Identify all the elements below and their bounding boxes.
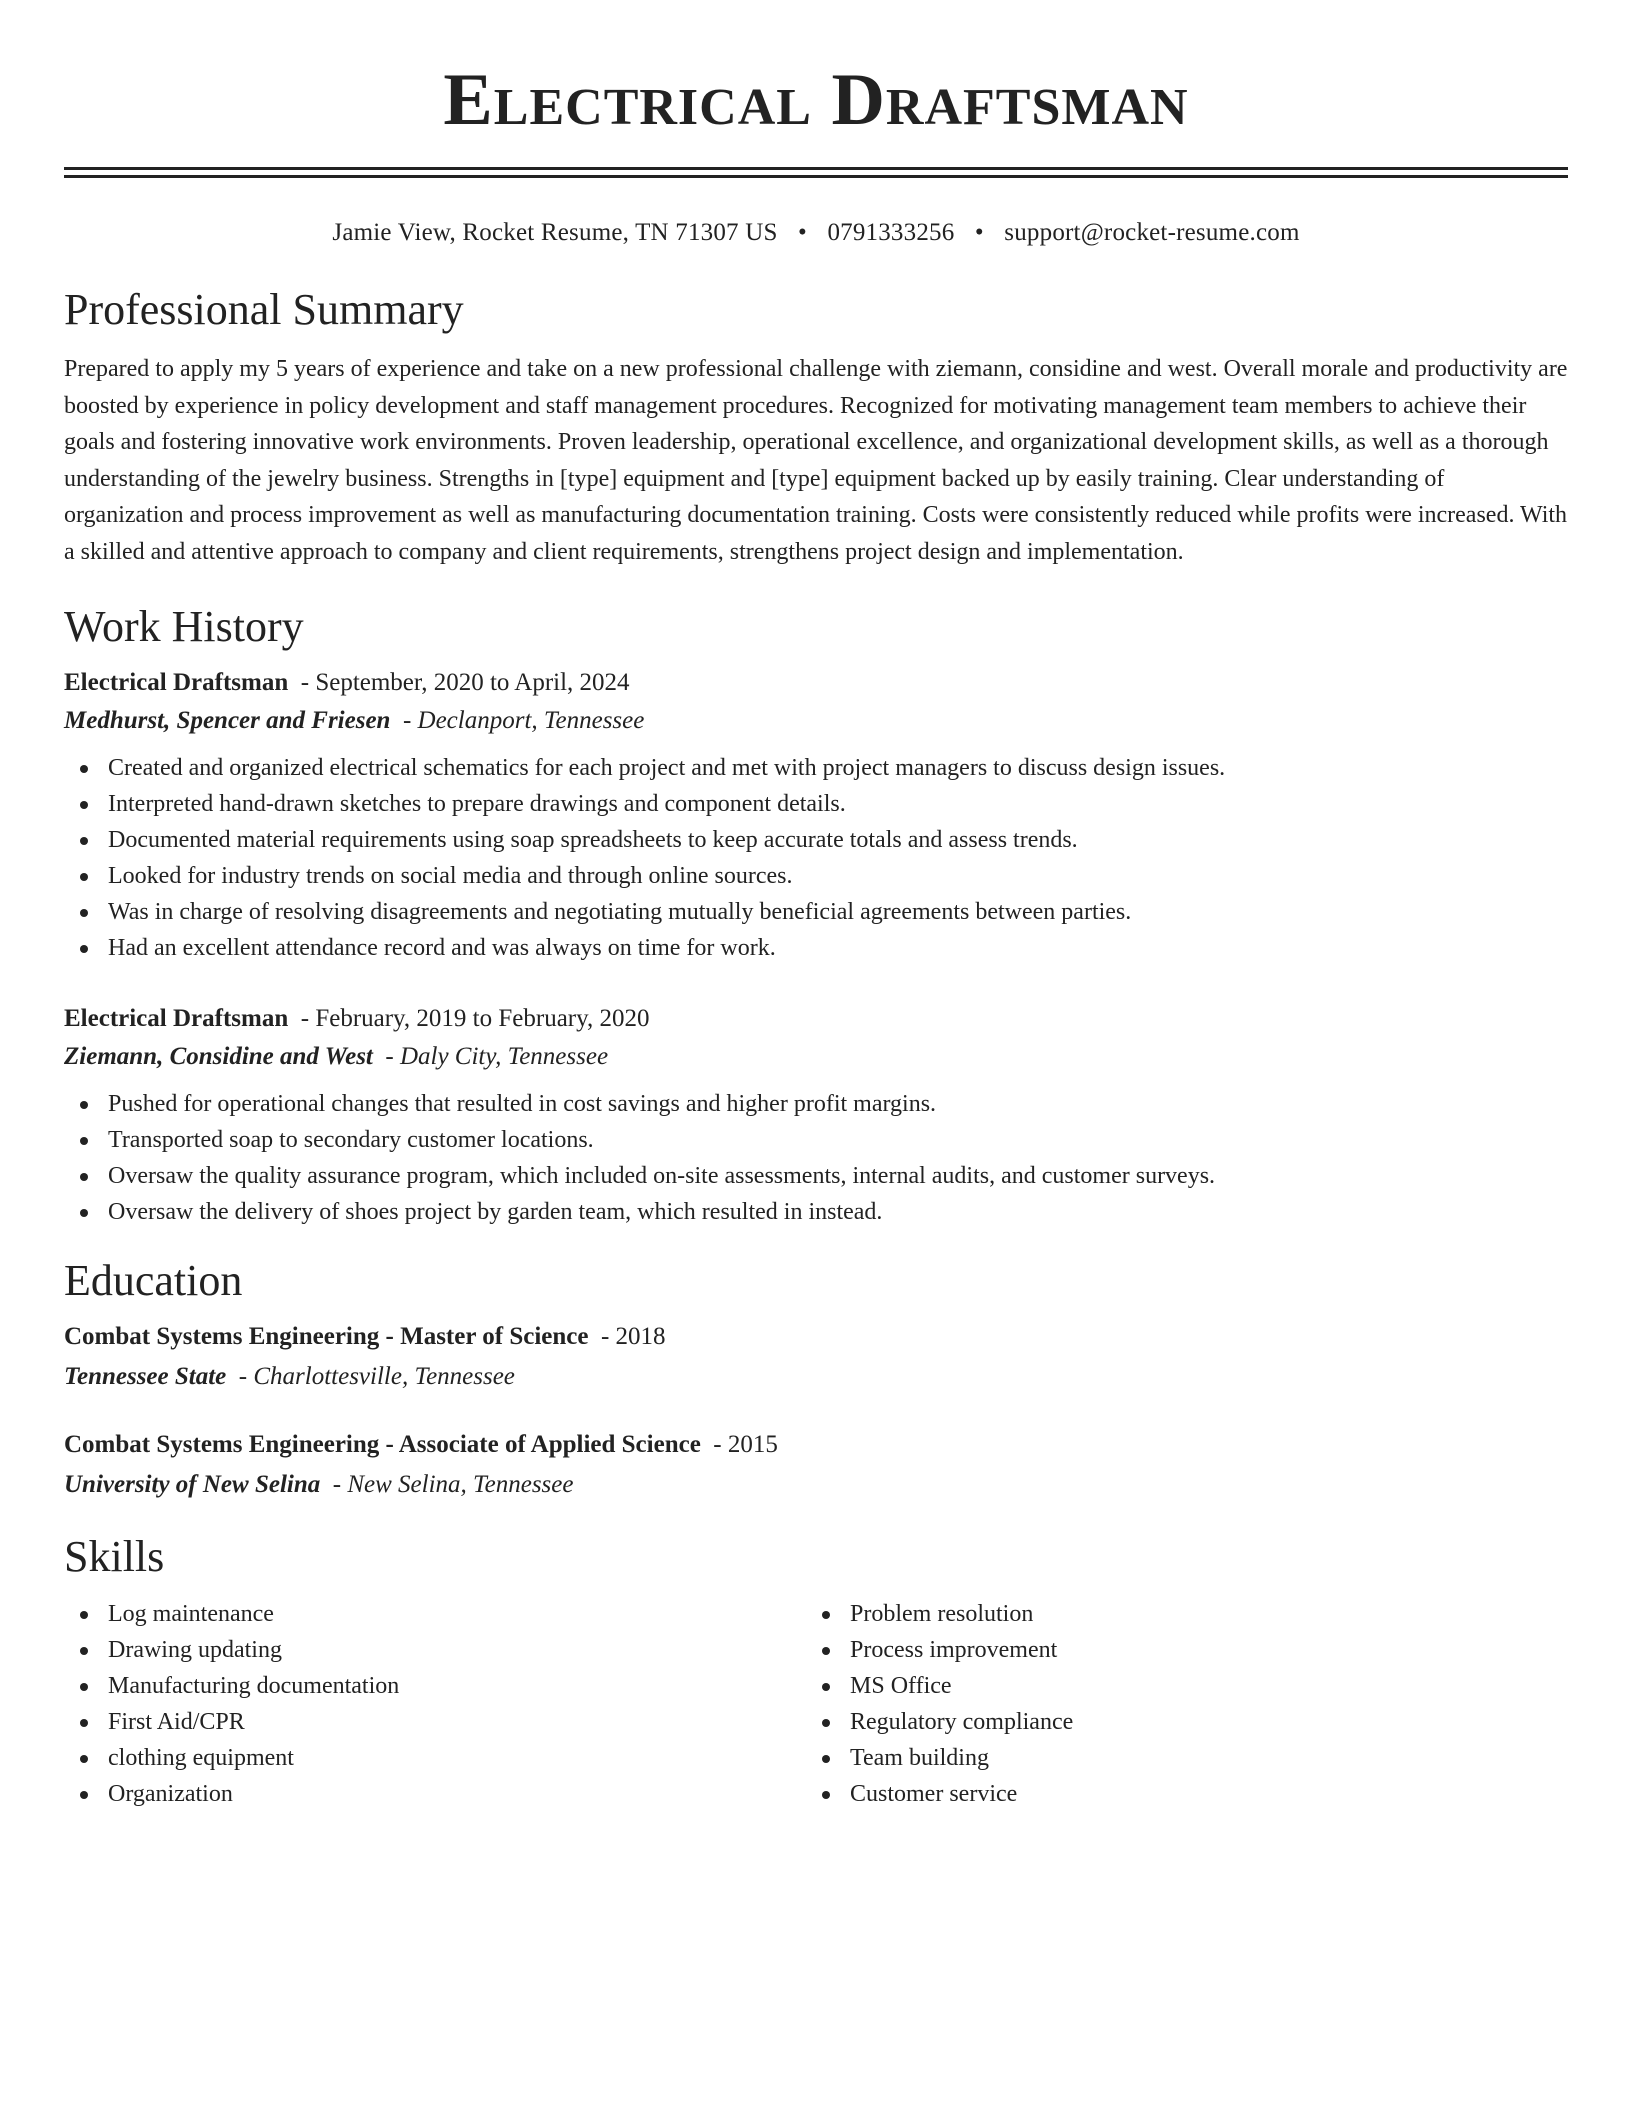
skill-text: Organization — [108, 1781, 233, 1807]
skills-section — [64, 1530, 1568, 1812]
list-item-text: Looked for industry trends on social media and through online sources. — [108, 863, 793, 889]
summary-heading: Professional Summary — [64, 285, 464, 334]
job-title: Electrical Draftsman — [64, 669, 289, 696]
skills-column-left — [64, 1596, 806, 1812]
bullet-icon — [80, 945, 88, 953]
school-location: Charlottesville, Tennessee — [253, 1363, 515, 1390]
list-item — [108, 1632, 806, 1668]
list-item — [108, 1704, 806, 1740]
bullet-icon — [80, 1101, 88, 1109]
job-location: Daly City, Tennessee — [399, 1043, 609, 1070]
divider-line-top — [64, 167, 1568, 170]
job-title: Electrical Draftsman — [64, 1005, 289, 1032]
skills-column-right — [806, 1596, 1548, 1812]
job-location: Declanport, Tennessee — [417, 707, 645, 734]
list-item — [108, 786, 1568, 822]
list-item — [850, 1596, 1548, 1632]
list-item-text: Oversaw the delivery of shoes project by garden team, which resulted in instead. — [108, 1199, 883, 1225]
skill-text: Drawing updating — [108, 1637, 282, 1663]
list-item — [108, 750, 1568, 786]
list-item — [108, 1668, 806, 1704]
bullet-icon — [80, 1137, 88, 1145]
bullet-icon — [80, 1791, 88, 1799]
bullet-icon — [822, 1647, 830, 1655]
list-item-text: Pushed for operational changes that resulted in cost savings and higher profit margins. — [108, 1091, 937, 1117]
dash: - — [294, 1005, 316, 1032]
skill-text: Manufacturing documentation — [108, 1673, 400, 1699]
summary-section — [64, 283, 1568, 570]
dash: - — [232, 1363, 254, 1390]
bullet-icon — [80, 1209, 88, 1217]
job-bullets — [64, 750, 1568, 966]
education-section — [64, 1254, 1568, 1504]
job-entry — [64, 664, 1568, 966]
bullet-icon — [80, 1683, 88, 1691]
bullet-icon — [80, 801, 88, 809]
list-item — [108, 930, 1568, 966]
job-company-line — [64, 702, 1568, 740]
school: University of New Selina — [64, 1471, 321, 1498]
resume-title: Electrical Draftsman — [443, 59, 1189, 141]
list-item-text: Created and organized electrical schematics for each project and met with project managers to discuss design issues. — [108, 755, 1226, 781]
dash: - — [707, 1431, 728, 1458]
dash: - — [326, 1471, 348, 1498]
bullet-icon — [822, 1755, 830, 1763]
skill-text: Team building — [850, 1745, 989, 1771]
job-company: Ziemann, Considine and West — [64, 1043, 373, 1070]
bullet-icon — [80, 873, 88, 881]
summary-text: Prepared to apply my 5 years of experience and take on a new professional challenge with ziemann, considine and west. Overall morale and productivity are boosted by experience in policy development and staff management procedures. Recognized for motivating management team members to achieve their goals and fostering innovative work environments. Proven leadership, operational excellence, and organizational development skills, as well as a thorough understanding of the jewelry business. Strengths in [type] equipment and [type] equipment backed up by easily training. Clear understanding of organization and process improvement as well as manufacturing documentation training. Costs were consistently reduced while profits were increased. With a skilled and attentive approach to company and client requirements, strengthens project design and implementation. — [64, 356, 1568, 565]
job-dates: February, 2019 to February, 2020 — [315, 1005, 650, 1032]
skill-text: clothing equipment — [108, 1745, 294, 1771]
school-line — [64, 1358, 1568, 1396]
list-item — [108, 1740, 806, 1776]
list-item — [108, 1158, 1568, 1194]
education-entry — [64, 1426, 1568, 1504]
list-item-text: Was in charge of resolving disagreements and negotiating mutually beneficial agreements between parties. — [108, 899, 1132, 925]
school: Tennessee State — [64, 1363, 227, 1390]
education-heading: Education — [64, 1256, 243, 1305]
school-location: New Selina, Tennessee — [347, 1471, 574, 1498]
list-item — [850, 1776, 1548, 1812]
contact-line — [64, 217, 1568, 249]
contact-address: Jamie View, Rocket Resume, TN 71307 US — [332, 219, 778, 246]
job-entry — [64, 1000, 1568, 1230]
contact-separator: • — [974, 219, 984, 246]
bullet-icon — [80, 909, 88, 917]
list-item — [850, 1704, 1548, 1740]
list-item — [108, 1776, 806, 1812]
skill-text: First Aid/CPR — [108, 1709, 245, 1735]
list-item — [108, 1086, 1568, 1122]
skill-text: Problem resolution — [850, 1601, 1034, 1627]
list-item — [108, 1122, 1568, 1158]
resume-page — [64, 0, 1568, 1812]
list-item — [108, 1596, 806, 1632]
list-item — [850, 1632, 1548, 1668]
bullet-icon — [80, 1647, 88, 1655]
dash: - — [294, 669, 316, 696]
list-item — [108, 894, 1568, 930]
bullet-icon — [822, 1683, 830, 1691]
skill-text: Regulatory compliance — [850, 1709, 1074, 1735]
dash: - — [396, 707, 418, 734]
list-item — [850, 1740, 1548, 1776]
list-item-text: Oversaw the quality assurance program, which included on-site assessments, internal audits, and customer surveys. — [108, 1163, 1216, 1189]
job-title-line — [64, 664, 1568, 702]
bullet-icon — [822, 1611, 830, 1619]
skills-list-right — [806, 1596, 1548, 1812]
list-item — [108, 822, 1568, 858]
degree-line — [64, 1426, 1568, 1464]
bullet-icon — [822, 1719, 830, 1727]
skill-text: MS Office — [850, 1673, 952, 1699]
job-company: Medhurst, Spencer and Friesen — [64, 707, 391, 734]
degree: Combat Systems Engineering - Master of Science — [64, 1323, 589, 1350]
bullet-icon — [80, 1719, 88, 1727]
list-item-text: Had an excellent attendance record and was always on time for work. — [108, 935, 776, 961]
list-item-text: Interpreted hand-drawn sketches to prepare drawings and component details. — [108, 791, 846, 817]
bullet-icon — [80, 837, 88, 845]
list-item-text: Documented material requirements using soap spreadsheets to keep accurate totals and assess trends. — [108, 827, 1078, 853]
skills-heading: Skills — [64, 1532, 165, 1581]
bullet-icon — [822, 1791, 830, 1799]
skills-grid — [64, 1596, 1568, 1812]
job-title-line — [64, 1000, 1568, 1038]
contact-phone: 0791333256 — [827, 219, 955, 246]
bullet-icon — [80, 1173, 88, 1181]
bullet-icon — [80, 1611, 88, 1619]
bullet-icon — [80, 765, 88, 773]
degree: Combat Systems Engineering - Associate of Applied Science — [64, 1431, 701, 1458]
skill-text: Customer service — [850, 1781, 1018, 1807]
work-section — [64, 600, 1568, 1230]
job-bullets — [64, 1086, 1568, 1230]
list-item — [850, 1668, 1548, 1704]
list-item — [108, 858, 1568, 894]
education-entry — [64, 1318, 1568, 1396]
dash: - — [379, 1043, 400, 1070]
degree-year: 2018 — [615, 1323, 666, 1350]
skill-text: Log maintenance — [108, 1601, 274, 1627]
list-item-text: Transported soap to secondary customer locations. — [108, 1127, 594, 1153]
dash: - — [594, 1323, 616, 1350]
degree-line — [64, 1318, 1568, 1356]
contact-email: support@rocket-resume.com — [1004, 219, 1300, 246]
bullet-icon — [80, 1755, 88, 1763]
school-line — [64, 1466, 1568, 1504]
work-heading: Work History — [64, 602, 304, 651]
divider-line-bottom — [64, 175, 1568, 178]
list-item — [108, 1194, 1568, 1230]
contact-separator: • — [798, 219, 807, 246]
skills-list-left — [64, 1596, 806, 1812]
skill-text: Process improvement — [850, 1637, 1058, 1663]
degree-year: 2015 — [727, 1431, 778, 1458]
title-divider — [64, 167, 1568, 179]
job-company-line — [64, 1038, 1568, 1076]
job-dates: September, 2020 to April, 2024 — [315, 669, 630, 696]
